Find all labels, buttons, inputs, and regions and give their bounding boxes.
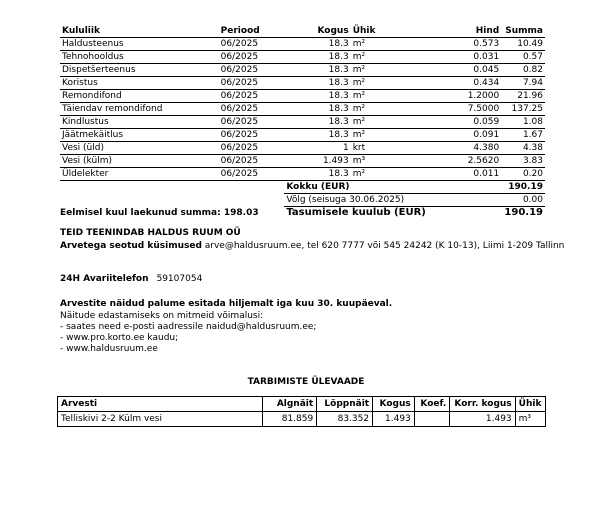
- cost-sum-cell: 0.57: [501, 51, 545, 64]
- cost-price-cell: 0.011: [378, 168, 502, 181]
- usage-header-unit: Ühik: [515, 397, 545, 412]
- cost-qty-cell: 18.3: [284, 116, 350, 129]
- total-row: [60, 181, 545, 194]
- readings-option: - www.haldusruum.ee: [60, 344, 158, 354]
- cost-row: [60, 51, 545, 64]
- cost-price-cell: 0.091: [378, 129, 502, 142]
- cost-price-cell: 0.059: [378, 116, 502, 129]
- cost-sum-cell: 3.83: [501, 155, 545, 168]
- usage-start-cell: 81.859: [263, 412, 317, 427]
- cost-row: [60, 168, 545, 181]
- cost-row: [60, 64, 545, 77]
- cost-name-cell: Koristus: [60, 77, 219, 90]
- readings-intro: Näitude edastamiseks on mitmeid võimalusi:: [60, 311, 264, 321]
- cost-table: [60, 26, 545, 219]
- usage-qty-cell: 1.493: [373, 412, 415, 427]
- col-header-qty: Kogus: [284, 26, 350, 38]
- usage-row: [58, 412, 546, 427]
- usage-header-end: Lõppnäit: [317, 397, 373, 412]
- cost-name-cell: Vesi (üld): [60, 142, 219, 155]
- cost-name-cell: Üldelekter: [60, 168, 219, 181]
- cost-name-cell: Dispetšerteenus: [60, 64, 219, 77]
- cost-unit-cell: m²: [351, 168, 378, 181]
- service-contact-text: arve@haldusruum.ee, tel 620 7777 või 545 24242 (K 10-13), Liimi 1-209 Tallinn: [201, 241, 565, 251]
- service-title: TEID TEENINDAB HALDUS RUUM OÜ: [60, 228, 241, 238]
- cost-sum-cell: 21.96: [501, 90, 545, 103]
- cost-row: [60, 129, 545, 142]
- cost-qty-cell: 1: [284, 142, 350, 155]
- emergency-line: [60, 274, 202, 284]
- col-header-period: Periood: [219, 26, 285, 38]
- cost-period-cell: 06/2025: [219, 129, 285, 142]
- cost-row: [60, 116, 545, 129]
- cost-sum-cell: 0.20: [501, 168, 545, 181]
- cost-price-cell: 4.380: [378, 142, 502, 155]
- cost-price-cell: 1.2000: [378, 90, 502, 103]
- cost-unit-cell: krt: [351, 142, 378, 155]
- cost-price-cell: 0.573: [378, 38, 502, 51]
- usage-meter-cell: Telliskivi 2-2 Külm vesi: [58, 412, 263, 427]
- debt-label: Võlg (seisuga 30.06.2025): [284, 194, 501, 207]
- cost-sum-cell: 0.82: [501, 64, 545, 77]
- readings-option: - www.pro.korto.ee kaudu;: [60, 333, 179, 343]
- cost-table-header: [60, 26, 545, 38]
- cost-row: [60, 142, 545, 155]
- cost-qty-cell: 18.3: [284, 168, 350, 181]
- cost-unit-cell: m²: [351, 38, 378, 51]
- total-value: 190.19: [501, 181, 545, 194]
- cost-qty-cell: 18.3: [284, 51, 350, 64]
- cost-period-cell: 06/2025: [219, 103, 285, 116]
- cost-unit-cell: m²: [351, 51, 378, 64]
- usage-header-qty: Kogus: [373, 397, 415, 412]
- cost-name-cell: Kindlustus: [60, 116, 219, 129]
- col-header-price: Hind: [378, 26, 502, 38]
- cost-row: [60, 155, 545, 168]
- emergency-label: 24H Avariitelefon: [60, 274, 149, 284]
- cost-sum-cell: 1.67: [501, 129, 545, 142]
- emergency-phone: 59107054: [156, 274, 203, 284]
- usage-unit-cell: m³: [515, 412, 545, 427]
- cost-period-cell: 06/2025: [219, 168, 285, 181]
- cost-sum-cell: 7.94: [501, 77, 545, 90]
- cost-period-cell: 06/2025: [219, 38, 285, 51]
- cost-period-cell: 06/2025: [219, 142, 285, 155]
- readings-title: Arvestite näidud palume esitada hiljemalt iga kuu 30. kuupäeval.: [60, 299, 393, 309]
- cost-row: [60, 90, 545, 103]
- cost-qty-cell: 18.3: [284, 64, 350, 77]
- cost-period-cell: 06/2025: [219, 51, 285, 64]
- col-header-unit: Ühik: [352, 26, 376, 36]
- usage-corr-cell: 1.493: [450, 412, 515, 427]
- cost-qty-cell: 18.3: [284, 38, 350, 51]
- cost-name-cell: Tehnohooldus: [60, 51, 219, 64]
- cost-unit-cell: m²: [351, 90, 378, 103]
- usage-title: TARBIMISTE ÜLEVAADE: [247, 377, 365, 387]
- cost-unit-cell: m²: [351, 129, 378, 142]
- service-contact: [60, 241, 564, 251]
- cost-sum-cell: 4.38: [501, 142, 545, 155]
- cost-qty-cell: 18.3: [284, 90, 350, 103]
- cost-qty-cell: 18.3: [284, 77, 350, 90]
- debt-value: 0.00: [501, 194, 545, 207]
- cost-period-cell: 06/2025: [219, 116, 285, 129]
- cost-period-cell: 06/2025: [219, 77, 285, 90]
- payable-value: 190.19: [501, 207, 545, 220]
- cost-price-cell: 0.031: [378, 51, 502, 64]
- usage-coef-cell: [414, 412, 450, 427]
- readings-option: - saates need e-posti aadressile naidud@haldusruum.ee;: [60, 322, 317, 332]
- cost-unit-cell: m²: [351, 77, 378, 90]
- cost-period-cell: 06/2025: [219, 64, 285, 77]
- col-header-name: Kululiik: [60, 26, 219, 38]
- debt-row: [60, 194, 545, 207]
- cost-unit-cell: m²: [351, 116, 378, 129]
- cost-row: [60, 103, 545, 116]
- prev-month-payment: Eelmisel kuul laekunud summa: 198.03: [60, 208, 259, 218]
- cost-qty-cell: 18.3: [284, 103, 350, 116]
- cost-name-cell: Haldusteenus: [60, 38, 219, 51]
- cost-period-cell: 06/2025: [219, 90, 285, 103]
- cost-name-cell: Jäätmekäitlus: [60, 129, 219, 142]
- cost-name-cell: Remondifond: [60, 90, 219, 103]
- usage-end-cell: 83.352: [317, 412, 373, 427]
- usage-header-meter: Arvesti: [58, 397, 263, 412]
- cost-unit-cell: m²: [351, 103, 378, 116]
- cost-row: [60, 38, 545, 51]
- usage-header-start: Algnäit: [263, 397, 317, 412]
- cost-name-cell: Täiendav remondifond: [60, 103, 219, 116]
- cost-sum-cell: 10.49: [501, 38, 545, 51]
- cost-unit-cell: m³: [351, 155, 378, 168]
- cost-price-cell: 0.045: [378, 64, 502, 77]
- usage-header-coef: Koef.: [414, 397, 450, 412]
- payable-label: Tasumisele kuulub (EUR): [284, 207, 501, 220]
- cost-sum-cell: 137.25: [501, 103, 545, 116]
- total-label: Kokku (EUR): [284, 181, 501, 194]
- usage-table: [57, 396, 546, 427]
- col-header-sum: Summa: [501, 26, 545, 38]
- usage-table-header: [58, 397, 546, 412]
- cost-name-cell: Vesi (külm): [60, 155, 219, 168]
- cost-sum-cell: 1.08: [501, 116, 545, 129]
- service-contact-label: Arvetega seotud küsimused: [60, 241, 202, 251]
- cost-period-cell: 06/2025: [219, 155, 285, 168]
- cost-price-cell: 2.5620: [378, 155, 502, 168]
- usage-header-corr: Korr. kogus: [450, 397, 515, 412]
- cost-qty-cell: 18.3: [284, 129, 350, 142]
- cost-unit-cell: m²: [351, 64, 378, 77]
- cost-qty-cell: 1.493: [284, 155, 350, 168]
- cost-price-cell: 0.434: [378, 77, 502, 90]
- cost-row: [60, 77, 545, 90]
- cost-price-cell: 7.5000: [378, 103, 502, 116]
